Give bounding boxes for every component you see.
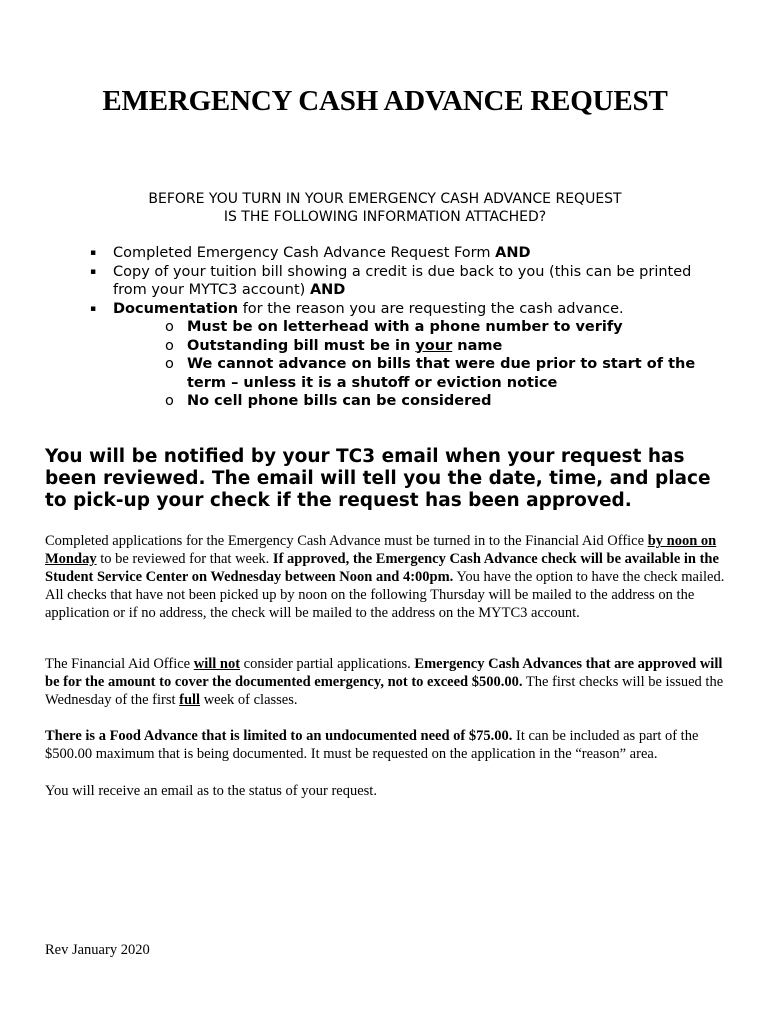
sub-item-letterhead: o Must be on letterhead with a phone number to verify (163, 318, 728, 337)
page-title: EMERGENCY CASH ADVANCE REQUEST (102, 85, 668, 117)
sub-item-cell-phone: o No cell phone bills can be considered (163, 392, 728, 411)
sub-item-due-date: o We cannot advance on bills that were due prior to start of the term – unless it is a shutoff or eviction notice (163, 355, 728, 392)
revision-date: Rev January 2020 (45, 942, 150, 958)
requirements-checklist (88, 244, 728, 411)
deadline-text: by noon on Monday (45, 533, 717, 567)
checklist-item-documentation: ▪ Documentation for the reason you are requesting the cash advance. o Must be on letterhead with a phone number to verify o Outstanding bill must be in your name o We cannot advance on bills that were due prior to start of the term – unless it is a shutoff or eviction notice o No cell phone bills can be considered (88, 300, 728, 411)
and-label: AND (495, 245, 531, 261)
submission-paragraph: Completed applications for the Emergency Cash Advance must be turned in to the Financial Aid Office by noon on Monday to be reviewed for that week. If approved, the Emergency Cash Advance check will be available in the Student Service Center on Wednesday between Noon and 4:00pm. You have the option to have the check mailed. All checks that have not been picked up by noon on the following Thursday will be mailed to the address on the application or if no address, the check will be mailed to the address on the MYTC3 account. (45, 533, 725, 621)
checklist-heading-line-2: IS THE FOLLOWING INFORMATION ATTACHED? (223, 209, 547, 225)
checklist-heading-line-1: BEFORE YOU TURN IN YOUR EMERGENCY CASH ADVANCE REQUEST (148, 191, 622, 207)
status-email-paragraph: You will receive an email as to the status of your request. (45, 783, 377, 799)
food-advance-paragraph: There is a Food Advance that is limited to an undocumented need of $75.00. It can be included as part of the $500.00 maximum that is being documented. It must be requested on the application in the “reason” area. (45, 728, 699, 762)
and-label: AND (309, 282, 346, 298)
email-notice: You will be notified by your TC3 email when your request has been reviewed. The email will tell you the date, time, and place to pick-up your check if the request has been approved. (45, 446, 711, 511)
checklist-item-form: ▪ Completed Emergency Cash Advance Request Form AND (88, 244, 728, 263)
checklist-item-tuition-bill: ▪ Copy of your tuition bill showing a credit is due back to you (this can be printed from your MYTC3 account) AND (88, 263, 728, 300)
sub-item-name: o Outstanding bill must be in your name (163, 337, 728, 356)
documentation-requirements (113, 318, 728, 411)
partial-applications-paragraph: The Financial Aid Office will not consider partial applications. Emergency Cash Advances that are approved will be for the amount to cover the documented emergency, not to exceed $500.00. The first checks will be issued the Wednesday of the first full week of classes. (45, 656, 724, 708)
checklist-heading (0, 190, 770, 226)
